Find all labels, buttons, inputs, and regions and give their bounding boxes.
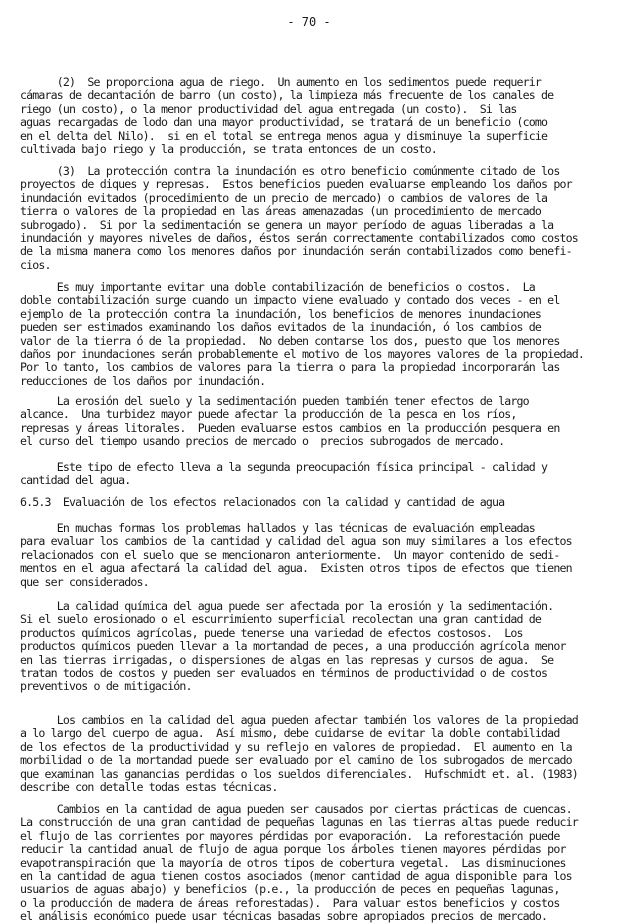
paragraph: [20, 76, 600, 156]
paragraph: [20, 165, 600, 272]
paragraph: [20, 461, 600, 488]
text-line: de la misma manera como los menores daños por inundación serán contabilizados como benefi-: [20, 244, 572, 259]
text-line: mentos en el agua afectará la calidad del agua. Existen otros tipos de efectos que tienen: [20, 561, 572, 576]
text-line: que examinan las ganancias perdidas o los sueldos diferenciales. Hufschmidt et. al. (1983): [20, 766, 578, 781]
text-line: el curso del tiempo usando precios de mercado o precios subrogados de mercado.: [20, 434, 505, 449]
text-line: relacionados con el suelo que se mencionaron anteriormente. Un mayor contenido de sedi-: [20, 547, 560, 562]
text-line: Este tipo de efecto lleva a la segunda preocupación física principal - calidad y: [20, 460, 548, 474]
text-line: cámaras de decantación de barro (un costo), la limpieza más frecuente de los canales de: [20, 88, 554, 103]
paragraph: [20, 803, 600, 924]
text-line: 6.5.3 Evaluación de los efectos relacionados con la calidad y cantidad de agua: [20, 495, 505, 509]
text-line: subrogado). Si por la sedimentación se genera un mayor período de aguas liberadas a la: [20, 217, 554, 232]
text-line: valor de la tierra ó de la propiedad. No deben contarse los dos, puesto que los menores: [20, 333, 560, 348]
text-line: reducciones de los daños por inundación.: [20, 373, 266, 388]
paragraph: [20, 395, 600, 449]
text-line: usuarios de aguas abajo) y beneficios (p.e., la producción de peces en pequeñas lagunas,: [20, 882, 560, 897]
text-line: doble contabilización surge cuando un impacto viene evaluado y contado dos veces - en el: [20, 293, 560, 308]
text-line: productos químicos pueden llevar a la mortandad de peces, a una producción agrícola menor: [20, 639, 566, 654]
text-line: (2) Se proporciona agua de riego. Un aumento en los sedimentos puede requerir: [20, 75, 542, 89]
text-line: cantidad del agua.: [20, 473, 131, 488]
text-line: Cambios en la cantidad de agua pueden ser causados por ciertas prácticas de cuencas.: [20, 802, 572, 816]
text-line: Los cambios en la calidad del agua pueden afectar también los valores de la propiedad: [20, 713, 578, 727]
text-line: La calidad química del agua puede ser afectada por la erosión y la sedimentación.: [20, 599, 554, 613]
text-line: En muchas formas los problemas hallados y las técnicas de evaluación empleadas: [20, 521, 535, 535]
text-line: tierra o valores de la propiedad en las áreas amenazadas (un procedimiento de mercado: [20, 204, 542, 219]
text-line: La construcción de una gran cantidad de pequeñas lagunas en las tierras altas puede reducir: [20, 815, 578, 830]
text-line: describe con detalle todas estas técnicas.: [20, 779, 278, 794]
text-line: productos químicos agrícolas, puede tenerse una variedad de efectos costosos. Los: [20, 625, 523, 640]
text-line: represas y áreas litorales. Pueden evaluarse estos cambios en la producción pesquera en: [20, 420, 560, 435]
text-line: o la producción de madera de áreas reforestadas). Para valuar estos beneficios y costos: [20, 895, 560, 910]
text-line: La erosión del suelo y la sedimentación pueden también tener efectos de largo: [20, 394, 529, 408]
text-line: en la cantidad de agua tienen costos asociados (menor cantidad de agua disponible para los: [20, 868, 572, 883]
text-line: cios.: [20, 257, 51, 272]
text-line: reducir la cantidad anual de flujo de agua porque los árboles tienen mayores pérdidas por: [20, 842, 566, 857]
text-line: (3) La protección contra la inundación es otro beneficio comúnmente citado de los: [20, 164, 560, 178]
page-number: - 70 -: [287, 15, 331, 29]
text-line: evapotranspiración que la mayoría de otros tipos de cobertura vegetal. Las disminuciones: [20, 855, 566, 870]
text-line: preventivos o de mitigación.: [20, 679, 192, 694]
text-line: cultivada bajo riego y la producción, se trata entonces de un costo.: [20, 141, 437, 156]
text-line: para evaluar los cambios de la cantidad y calidad del agua son muy similares a los efectos: [20, 534, 572, 549]
text-line: alcance. Una turbidez mayor puede afectar la producción de la pesca en los ríos,: [20, 407, 517, 422]
text-line: a lo largo del cuerpo de agua. Así mismo, debe cuidarse de evitar la doble contabilidad: [20, 726, 560, 741]
text-line: el flujo de las corrientes por mayores pérdidas por evaporación. La reforestación puede: [20, 828, 560, 843]
text-line: en las tierras irrigadas, o dispersiones de algas en las represas y cursos de agua. Se: [20, 652, 554, 667]
text-line: riego (un costo), o la menor productividad del agua entregada (un costo). Si las: [20, 101, 517, 116]
text-line: inundación y mayores niveles de daños, éstos serán correctamente contabilizados como costos: [20, 230, 578, 245]
text-line: aguas recargadas de lodo dan una mayor productividad, se tratará de un beneficio (como: [20, 115, 548, 130]
text-line: proyectos de diques y represas. Estos beneficios pueden evaluarse empleando los daños por: [20, 177, 572, 192]
text-line: de los efectos de la productividad y su reflejo en valores de propiedad. El aumento en la: [20, 739, 572, 754]
text-line: ejemplo de la protección contra la inundación, los beneficios de menores inundaciones: [20, 306, 542, 321]
paragraph: [20, 600, 600, 694]
paragraph: [20, 281, 600, 388]
text-line: morbilidad o de la mortandad puede ser evaluado por el camino de los subrogados de mercado: [20, 753, 572, 768]
text-line: Es muy importante evitar una doble contabilización de beneficios o costos. La: [20, 280, 535, 294]
text-line: tratan todos de costos y pueden ser evaluados en términos de productividad o de costos: [20, 665, 548, 680]
text-line: inundación evitados (procedimiento de un precio de mercado) o cambios de valores de la: [20, 190, 548, 205]
text-line: en el delta del Nilo). si en el total se entrega menos agua y disminuye la superficie: [20, 128, 548, 143]
text-line: daños por inundaciones serán probablemente el motivo de los mayores valores de la propiedad.: [20, 346, 584, 361]
text-line: Si el suelo erosionado o el escurrimiento superficial recolectan una gran cantidad de: [20, 612, 542, 627]
paragraph: [20, 714, 600, 794]
text-line: que ser considerados.: [20, 574, 149, 589]
text-line: el análisis económico puede usar técnicas basadas sobre apropiados precios de mercado.: [20, 909, 548, 924]
text-line: pueden ser estimados examinando los daños evitados de la inundación, ó los cambios de: [20, 320, 542, 335]
text-line: Por lo tanto, los cambios de valores para la tierra o para la propiedad incorporarán las: [20, 360, 560, 375]
section-heading: [20, 496, 600, 509]
paragraph: [20, 522, 600, 589]
